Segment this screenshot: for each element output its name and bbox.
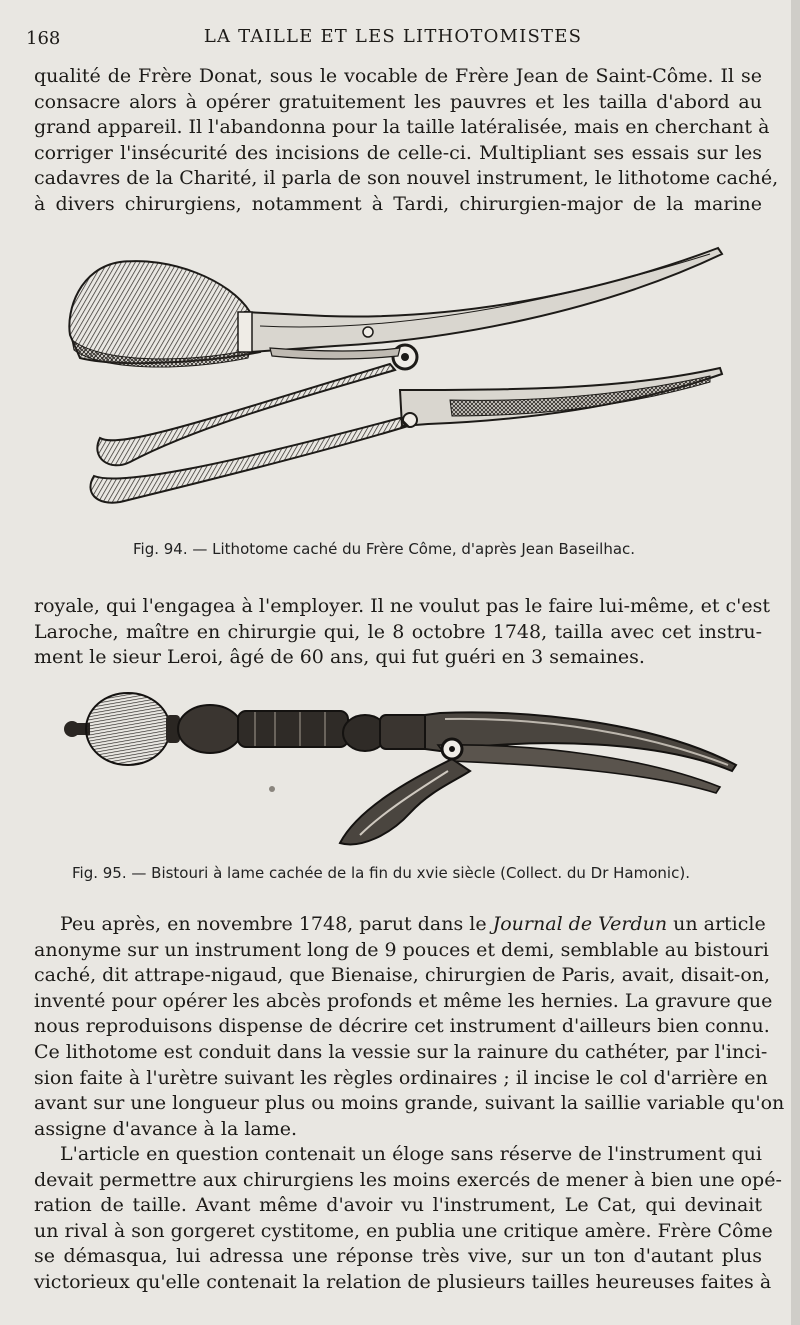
text-line: cadavres de la Charité, il parla de son nouvel instrument, le lithotome caché,: [34, 167, 779, 190]
text-line: qualité de Frère Donat, sous le vocable de Frère Jean de Saint-Côme. Il se: [34, 65, 762, 87]
text-line: assigne d'avance à la lame.: [34, 1117, 298, 1140]
figure-95-illustration: [60, 685, 750, 855]
figure-94-caption: Fig. 94. — Lithotome caché du Frère Côme, d'après Jean Baseilhac.: [133, 540, 636, 558]
text-line: consacre alors à opérer gratuitement les pauvres et les tailla d'abord au: [34, 90, 762, 113]
text-line: Ce lithotome est conduit dans la vessie sur la rainure du cathéter, par l'inci-: [34, 1040, 768, 1063]
text-line: anonyme sur un instrument long de 9 pouces et demi, semblable au bistouri: [34, 938, 769, 961]
text-line: corriger l'insécurité des incisions de celle-ci. Multipliant ses essais sur les: [34, 141, 762, 164]
text-run: Peu après, en novembre 1748, parut dans le: [60, 913, 493, 935]
text-line: un rival à son gorgeret cystitome, en publia une critique amère. Frère Côme: [34, 1219, 773, 1242]
text-line: avant sur une longueur plus ou moins grande, suivant la saillie variable qu'on: [34, 1092, 785, 1115]
text-line: royale, qui l'engagea à l'employer. Il ne voulut pas le faire lui-même, et c'est: [34, 595, 771, 617]
running-title: LA TAILLE ET LES LITHOTOMISTES: [203, 26, 583, 47]
text-line: Laroche, maître en chirurgie qui, le 8 octobre 1748, tailla avec cet instru-: [34, 620, 762, 643]
text-line: sion faite à l'urètre suivant les règles ordinaires ; il incise le col d'arrière en: [34, 1066, 768, 1089]
bistouri-engraving: [60, 685, 750, 855]
text-line: [34, 912, 766, 938]
running-head: [26, 24, 760, 54]
text-line: se démasqua, lui adressa une réponse très vive, sur un ton d'autant plus: [34, 1245, 762, 1268]
text-line: L'article en question contenait un éloge sans réserve de l'instrument qui: [60, 1143, 762, 1165]
paragraph-3: [34, 912, 785, 1142]
text-line: ment le sieur Leroi, âgé de 60 ans, qui fut guéri en 3 semaines.: [34, 646, 645, 669]
text-line: grand appareil. Il l'abandonna pour la taille latéralisée, mais en cherchant à: [34, 116, 770, 139]
paragraph-1: [34, 64, 779, 218]
page-number: 168: [26, 28, 61, 49]
text-line: devait permettre aux chirurgiens les moins exercés de mener à bien une opé-: [34, 1168, 782, 1191]
figure-94-illustration: [60, 240, 740, 530]
text-line: inventé pour opérer les abcès profonds et même les hernies. La gravure que: [34, 989, 773, 1012]
text-run: un article: [667, 913, 766, 935]
lithotome-engraving: [60, 240, 740, 530]
text-line: à divers chirurgiens, notamment à Tardi, chirurgien-major de la marine: [34, 192, 762, 215]
text-line: victorieux qu'elle contenait la relation de plusieurs tailles heureuses faites à: [34, 1270, 772, 1293]
text-line: nous reproduisons dispense de décrire cet instrument d'ailleurs bien connu.: [34, 1015, 770, 1038]
text-line: ration de taille. Avant même d'avoir vu l'instrument, Le Cat, qui devinait: [34, 1194, 762, 1217]
journal-title: Journal de Verdun: [492, 913, 668, 935]
paragraph-4: [34, 1142, 782, 1296]
text-line: caché, dit attrape-nigaud, que Bienaise, chirurgien de Paris, avait, disait-on,: [34, 964, 771, 987]
figure-95-caption: Fig. 95. — Bistouri à lame cachée de la fin du xvie siècle (Collect. du Dr Hamonic).: [72, 864, 690, 882]
paragraph-2: [34, 594, 771, 671]
